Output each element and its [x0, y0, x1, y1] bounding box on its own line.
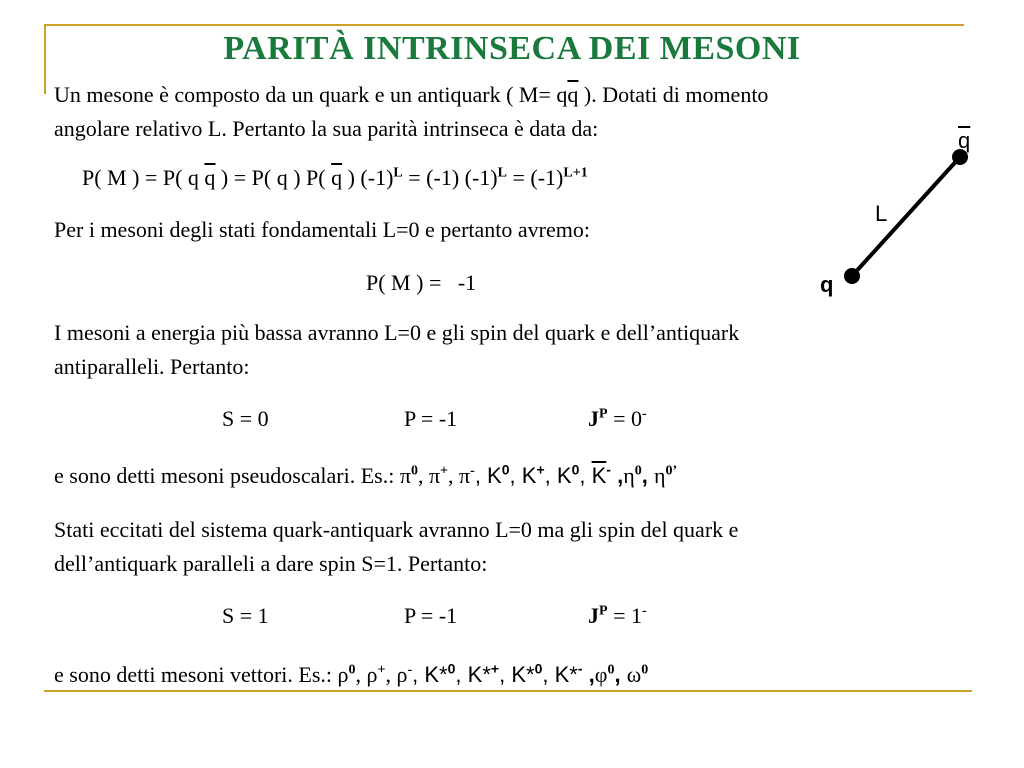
pseudo-examples [54, 463, 677, 489]
vector-line-1: Stati eccitati del sistema quark-antiquark avranno L=0 ma gli spin del quark e [54, 517, 739, 542]
eq-part: ) (-1) [342, 165, 394, 190]
pseudo-spin: S = 0 [222, 406, 269, 431]
antiquark-symbol: $\overline{q}$ [204, 165, 216, 190]
charge: + [490, 660, 500, 677]
orbital-line [852, 157, 960, 276]
jp-value: = 0 [607, 406, 642, 431]
eq-part: P( M ) = P( q [82, 165, 205, 190]
charge: - [577, 660, 583, 677]
intro-text: Un mesone è composto da un quark e un antiquark ( M= q [54, 82, 568, 107]
eta-symbol: η [623, 463, 635, 488]
examples-label: e sono detti mesoni pseudoscalari. Es.: [54, 463, 400, 488]
sep: , [455, 662, 468, 687]
frame-top-border [44, 24, 964, 26]
pseudo-parity: P = -1 [404, 406, 458, 431]
jp-sup: P [599, 406, 608, 422]
jp-value-sup: - [641, 406, 647, 422]
eq-part: ) = P( q ) P( [215, 165, 332, 190]
vector-parity: P = -1 [404, 603, 458, 628]
quark-label: q [820, 272, 834, 297]
intro-text-end: ). Dotati di momento [578, 82, 769, 107]
quark-antiquark-diagram [800, 110, 1000, 310]
charge: + [377, 662, 386, 678]
jp-label: J [588, 603, 599, 628]
sep: , [448, 463, 460, 488]
jp-value: = 1 [607, 603, 642, 628]
eq-part: = (-1) [506, 165, 564, 190]
eta-prime-symbol: η [653, 463, 666, 488]
eq-part: = (-1) (-1) [402, 165, 498, 190]
rho-symbol: ρ [396, 662, 408, 687]
vector-examples [54, 662, 648, 688]
kstar-symbol: K* [511, 662, 535, 687]
sep: , [417, 463, 429, 488]
charge: - [407, 662, 413, 678]
jp-value-sup: - [641, 603, 647, 619]
charge: - [606, 461, 611, 478]
parity-equation [82, 165, 588, 191]
vector-line-2: dell’antiquark paralleli a dare spin S=1. Pertanto: [54, 551, 488, 576]
sep: , [610, 463, 624, 488]
jp-sup: P [599, 603, 608, 619]
charge: 0 [447, 660, 456, 677]
sep: , [355, 662, 367, 687]
sep: , [582, 662, 595, 687]
charge: + [536, 461, 545, 478]
antiquark-label: $\overline{q}$ [958, 128, 971, 153]
rho-symbol: ρ [337, 662, 349, 687]
kaon-symbol: K [521, 463, 537, 488]
antikaon-symbol: $\overline{K}$ [591, 463, 607, 488]
charge: 0 [410, 463, 418, 479]
frame-bottom-border [44, 690, 972, 692]
omega-symbol: ω [626, 662, 642, 687]
charge: 0 [634, 463, 642, 479]
antiquark-symbol: $\overline{q}$ [331, 165, 343, 190]
examples-label: e sono detti mesoni vettori. Es.: [54, 662, 338, 687]
kstar-symbol: K* [554, 662, 578, 687]
charge: 0 [348, 662, 356, 678]
charge: 0 [534, 660, 543, 677]
intro-line-2: angolare relativo L. Pertanto la sua parità intrinseca è data da: [54, 116, 599, 141]
sep: , [412, 662, 425, 687]
pi-symbol: π [459, 463, 471, 488]
parity-result: P( M ) = -1 [366, 270, 477, 295]
angular-momentum-label: L [875, 201, 888, 226]
sep: , [499, 662, 512, 687]
charge: + [440, 463, 449, 479]
phi-symbol: φ [594, 662, 608, 687]
kaon-symbol: K [487, 463, 502, 488]
charge: 0 [607, 662, 615, 678]
slide-title: PARITÀ INTRINSECA DEI MESONI [223, 30, 801, 67]
exponent: L [393, 165, 403, 181]
charge: 0 [501, 461, 510, 478]
pseudo-line-2: antiparalleli. Pertanto: [54, 354, 250, 379]
rho-symbol: ρ [366, 662, 378, 687]
charge: 0 [571, 461, 580, 478]
ground-state-text: Per i mesoni degli stati fondamentali L=0 e pertanto avremo: [54, 217, 590, 242]
pseudo-line-1: I mesoni a energia più bassa avranno L=0 e gli spin del quark e dell’antiquark [54, 320, 740, 345]
charge: - [470, 463, 475, 479]
pseudo-jp [588, 406, 647, 432]
sep: , [474, 463, 488, 488]
intro-line-1 [54, 82, 768, 108]
vector-spin: S = 1 [222, 603, 269, 628]
charge: 0’ [665, 463, 678, 479]
sep: , [544, 463, 557, 488]
quark-dot [844, 268, 860, 284]
kstar-symbol: K* [424, 662, 448, 687]
exponent: L [497, 165, 507, 181]
pi-symbol: π [428, 463, 441, 488]
kstar-symbol: K* [467, 662, 491, 687]
jp-label: J [588, 406, 599, 431]
charge: 0 [641, 662, 649, 678]
antiquark-symbol: $\overline{q}$ [567, 82, 579, 107]
vector-jp [588, 603, 647, 629]
exponent: L+1 [563, 165, 588, 181]
sep: , [614, 662, 627, 687]
kaon-symbol: K [556, 463, 572, 488]
sep: , [542, 662, 555, 687]
pi-symbol: π [399, 463, 411, 488]
sep: , [641, 463, 654, 488]
sep: , [509, 463, 522, 488]
sep: , [385, 662, 397, 687]
sep: , [579, 463, 592, 488]
